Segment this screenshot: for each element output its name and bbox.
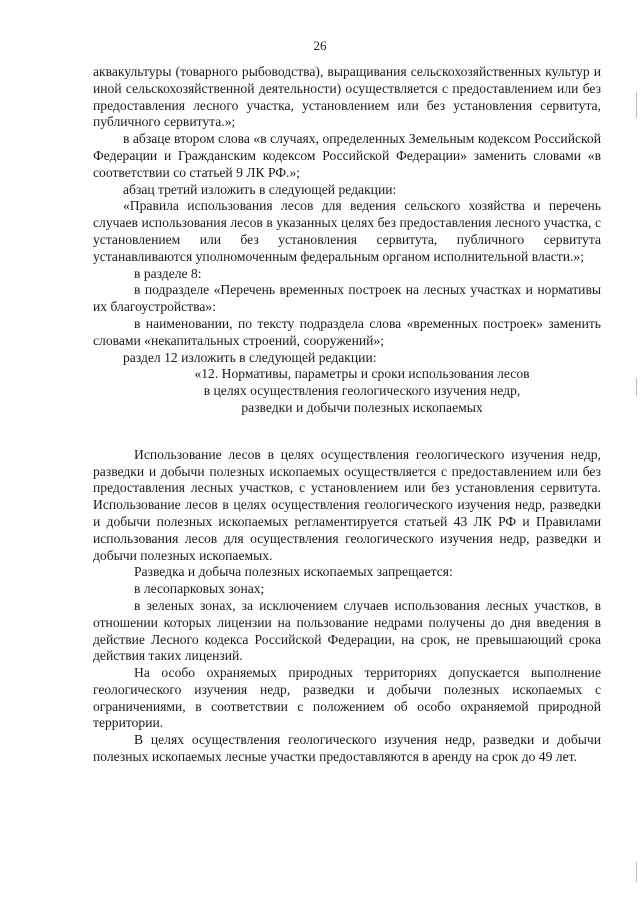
paragraph-subsection: в подразделе «Перечень временных построек на лесных участках и нормативы их благоустройства»: bbox=[93, 282, 601, 315]
scan-edge-mark bbox=[636, 378, 637, 396]
paragraph-abzac-3-intro: абзац третий изложить в следующей редакции: bbox=[123, 181, 397, 197]
body-paragraph-protected: На особо охраняемых природных территориях допускается выполнение геологического изучения недр, разведки и добычи полезных ископаемых с ограничениями, в соответствии с положением об особо охраняемой природной территории. bbox=[93, 665, 601, 731]
section-heading-line-3: разведки и добычи полезных ископаемых bbox=[241, 399, 483, 415]
document-body bbox=[93, 64, 601, 766]
paragraph-continuation: аквакультуры (товарного рыбоводства), выращивания сельскохозяйственных культур и иной сельскохозяйственной деятельности) осуществляется с предоставлением или без предоставления лесного участка, установлением или без установления сервитута, публичного сервитута.»; bbox=[93, 64, 601, 130]
scan-edge-mark bbox=[636, 92, 637, 118]
page-number: 26 bbox=[313, 38, 327, 53]
body-paragraph-prohibited: Разведка и добыча полезных ископаемых запрещается: bbox=[134, 564, 453, 580]
paragraph-section-12-intro: раздел 12 изложить в следующей редакции: bbox=[123, 349, 377, 365]
body-paragraph-forest-park: в лесопарковых зонах; bbox=[134, 581, 265, 597]
paragraph-naming: в наименовании, по тексту подраздела слова «временных построек» заменить словами «некапитальных строений, сооружений»; bbox=[93, 315, 601, 348]
paragraph-amendment-abzac-2: в абзаце втором слова «в случаях, определенных Земельным кодексом Российской Федерации и Гражданским кодексом Российской Федерации» заменить словами «в соответствии со статьей 9 ЛК РФ.»; bbox=[93, 131, 601, 180]
section-heading-line-2: в целях осуществления геологического изучения недр, bbox=[203, 383, 521, 399]
body-paragraph-usage: Использование лесов в целях осуществления геологического изучения недр, разведки и добычи полезных ископаемых осуществляется с предоставлением или без предоставления лесных участков, с установлением или без установления сервитута. Использование лесов в целях осуществления геологического изучения недр, разведки и добычи полезных ископаемых регламентируется статьей 43 ЛК РФ и Правилами использования лесов для осуществления геологического изучения недр, разведки и добычи полезных ископаемых. bbox=[93, 446, 601, 563]
scan-edge-mark bbox=[636, 862, 637, 882]
body-paragraph-green-zones: в зеленых зонах, за исключением случаев использования лесных участков, в отношении которых лицензии на пользование недрами получены до дня введения в действие Лесного кодекса Российской Федерации, на срок, не превышающий срока действия таких лицензий. bbox=[93, 597, 601, 664]
section-heading-line-1: «12. Нормативы, параметры и сроки использования лесов bbox=[194, 366, 530, 382]
paragraph-section-8: в разделе 8: bbox=[134, 265, 202, 281]
paragraph-rules-quote: «Правила использования лесов для ведения сельского хозяйства и перечень случаев использования лесов в указанных целях без предоставления лесного участка, с установлением или без установления сервитута, публичного сервитута устанавливаются уполномоченным федеральным органом исполнительной власти.»; bbox=[93, 198, 601, 264]
body-paragraph-lease: В целях осуществления геологического изучения недр, разведки и добычи полезных ископаемых лесные участки предоставляются в аренду на срок до 49 лет. bbox=[93, 732, 601, 765]
